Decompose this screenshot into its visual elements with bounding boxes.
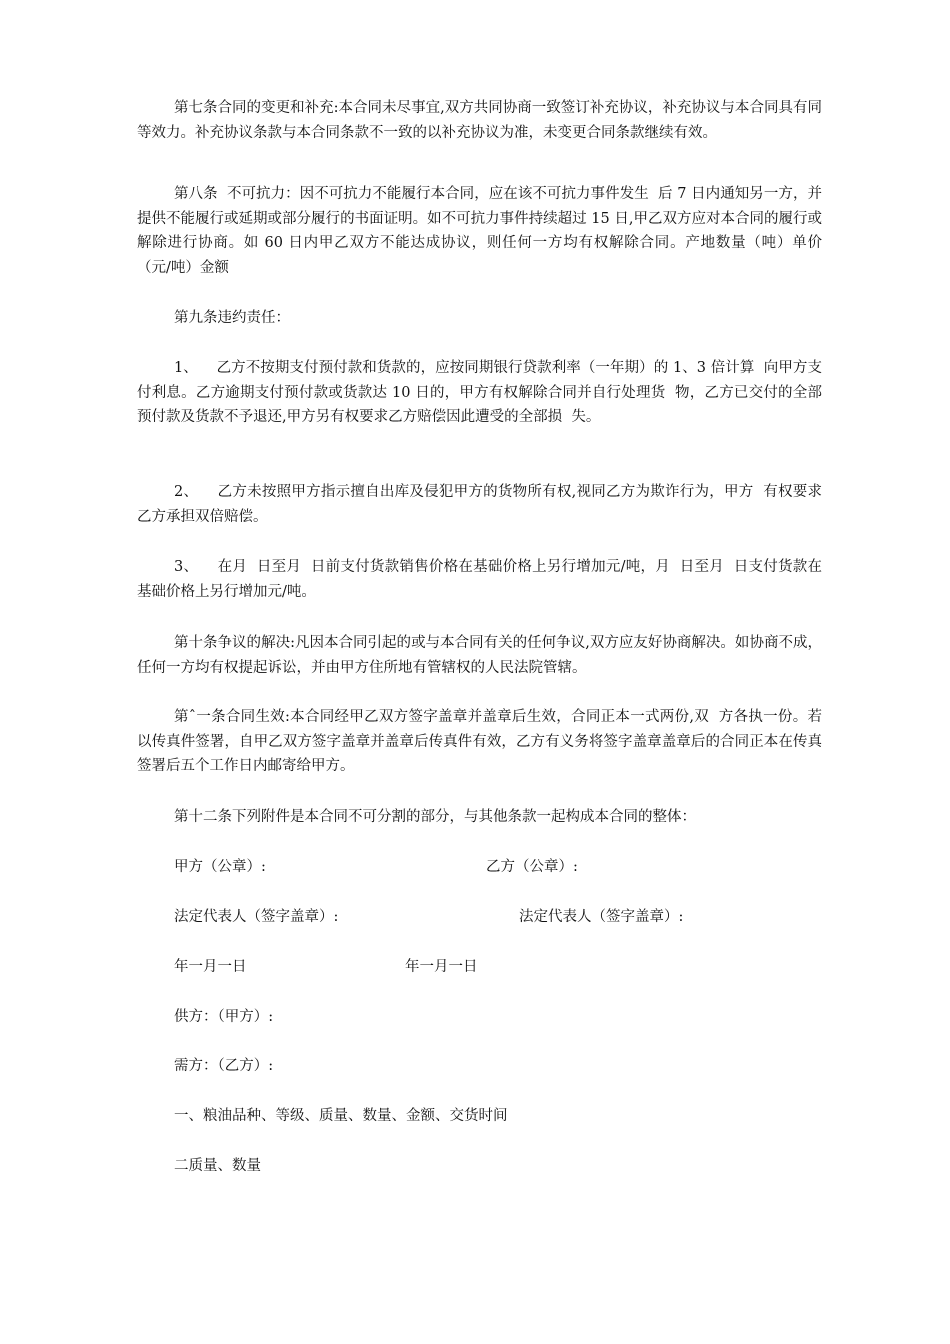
article-8-paragraph: 第八条 不可抗力：因不可抗力不能履行本合同，应在该不可抗力事件发生 后 7 日内通知另一方，并提供不能履行或延期或部分履行的书面证明。如不可抗力事件持续超过 15 日,甲乙双方应对本合同的履行或解除进行协商。如 60 日内甲乙双方不能达成协议，则任何一方均有权解除合同。产地数量（吨）单价（元/吨）金额 [137, 186, 822, 276]
article-7-paragraph: 第七条合同的变更和补充:本合同未尽事宜,双方共同协商一致签订补充协议，补充协议与本合同具有同等效力。补充协议条款与本合同条款不一致的以补充协议为准，未变更合同条款继续有效。 [137, 100, 822, 141]
article-12-paragraph: 第十二条下列附件是本合同不可分割的部分，与其他条款一起构成本合同的整体： [174, 809, 696, 825]
party-a-seal-label: 甲方（公章）: [174, 859, 266, 875]
party-b-date: 年一月一日 [405, 959, 478, 975]
supplier-label: 供方：（甲方）: [174, 1009, 274, 1025]
article-9-clause-3: 3、 在月 日至月 日前支付货款销售价格在基础价格上另行增加元/吨，月 日至月 日支付货款在基础价格上另行增加元/吨。 [137, 559, 822, 600]
article-9-clause-2: 2、 乙方未按照甲方指示擅自出库及侵犯甲方的货物所有权,视同乙方为欺诈行为，甲方 有权要求乙方承担双倍赔偿。 [137, 484, 822, 525]
party-a-date: 年一月一日 [174, 959, 247, 975]
article-10-paragraph: 第十条争议的解决:凡因本合同引起的或与本合同有关的任何争议,双方应友好协商解决。如协商不成，任何一方均有权提起诉讼，并由甲方住所地有管辖权的人民法院管辖。 [137, 635, 822, 676]
party-b-seal-label: 乙方（公章）: [486, 859, 578, 875]
article-9-clause-1: 1、 乙方不按期支付预付款和货款的，应按同期银行贷款利率（一年期）的 1、3 倍计算 向甲方支付利息。乙方逾期支付预付款或货款达 10 日的，甲方有权解除合同并自行处理货 物，乙方已交付的全部预付款及货款不予退还,甲方另有权要求乙方赔偿因此遭受的全部损 失。 [137, 360, 822, 425]
article-11-paragraph: 第ˆ一条合同生效:本合同经甲乙双方签字盖章并盖章后生效，合同正本一式两份,双 方各执一份。若以传真件签署，自甲乙双方签字盖章并盖章后传真件有效，乙方有义务将签字盖章盖章后的合同正本在传真签署后五个工作日内邮寄给甲方。 [137, 709, 822, 774]
attachment-section-2-heading: 二质量、数量 [174, 1158, 261, 1174]
buyer-label: 需方：（乙方）: [174, 1058, 274, 1074]
article-9-heading: 第九条违约责任： [174, 310, 290, 326]
party-b-representative-label: 法定代表人（签字盖章）: [519, 909, 684, 925]
party-a-representative-label: 法定代表人（签字盖章）: [174, 909, 339, 925]
attachment-section-1-heading: 一、粮油品种、等级、质量、数量、金额、交货时间 [174, 1108, 508, 1124]
